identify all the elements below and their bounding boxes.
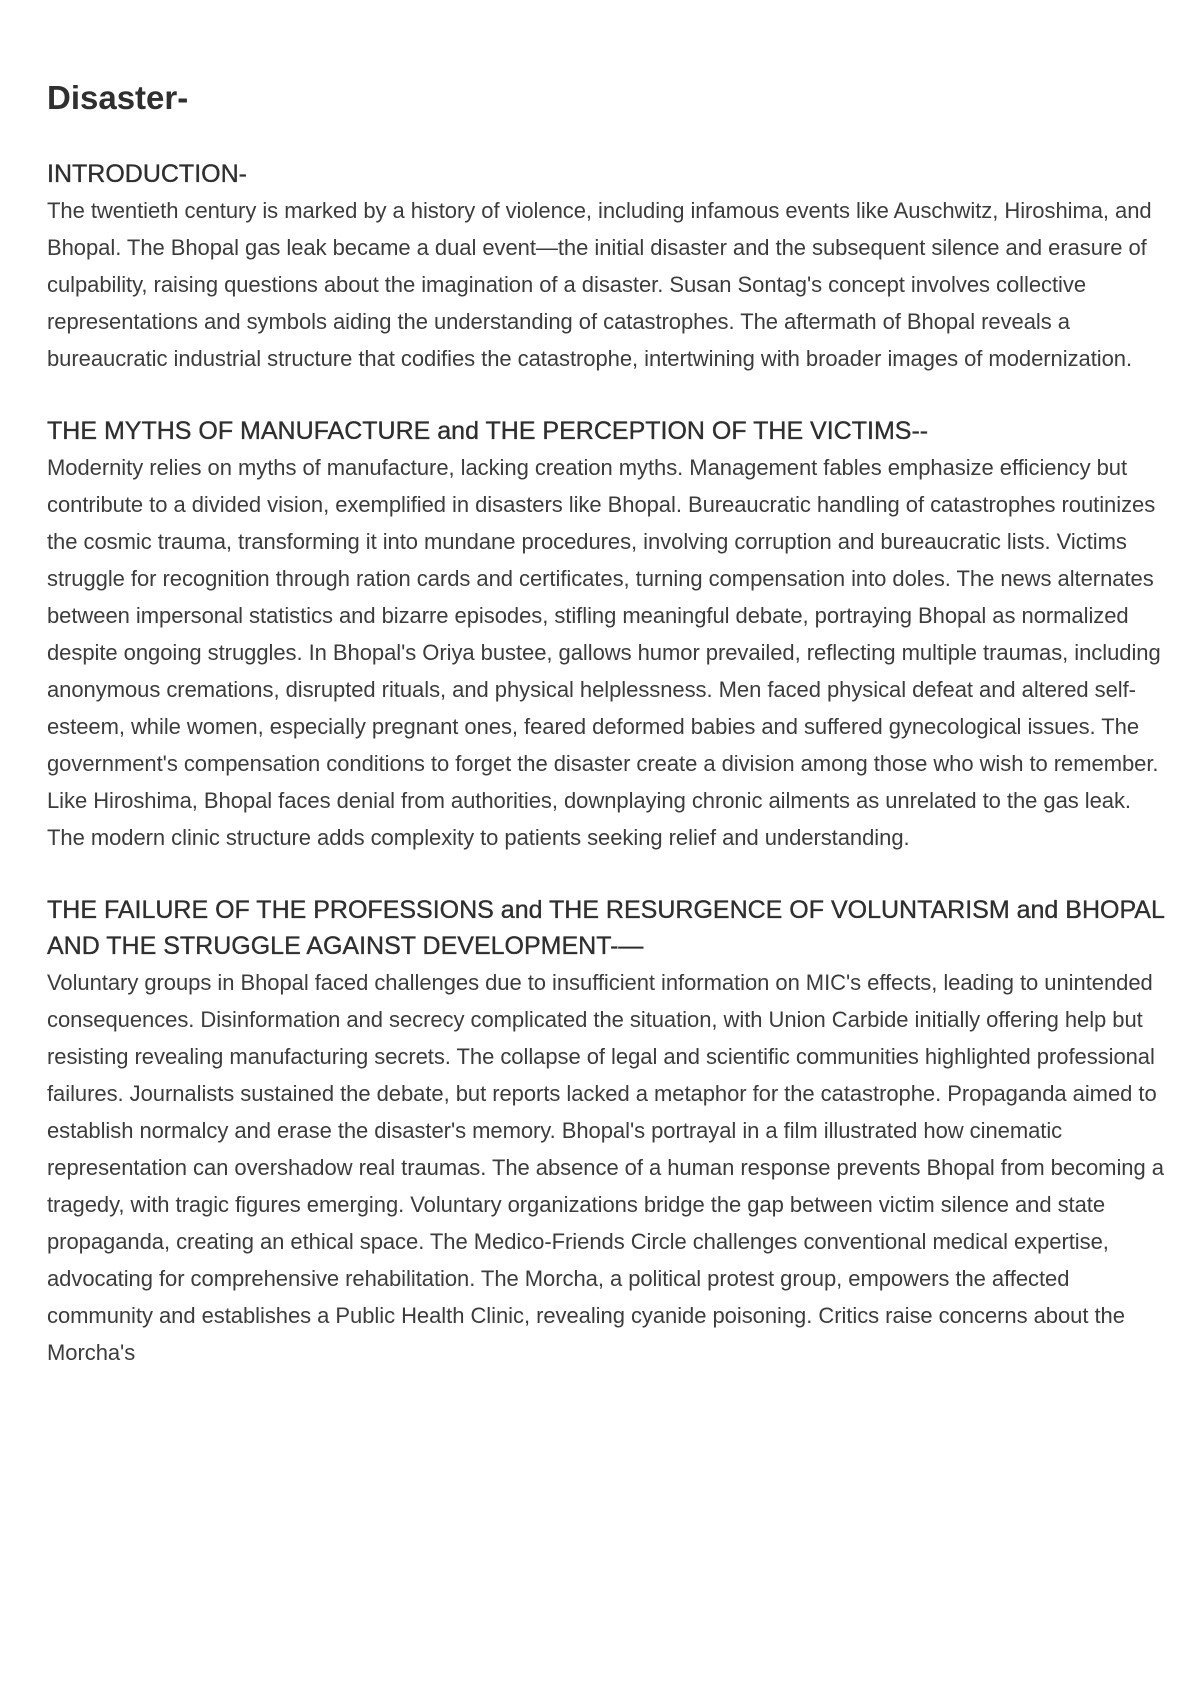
document-page xyxy=(47,78,1165,1407)
section-heading: THE MYTHS OF MANUFACTURE and THE PERCEPTION OF THE VICTIMS-- xyxy=(47,416,929,445)
section-body: Modernity relies on myths of manufacture, lacking creation myths. Management fables emphasize efficiency but contribute to a divided vision, exemplified in disasters like Bhopal. Bureaucratic handling of catastrophes routinizes the cosmic trauma, transforming it into mundane procedures, involving corruption and bureaucratic lists. Victims struggle for recognition through ration cards and certificates, turning compensation into doles. The news alternates between impersonal statistics and bizarre episodes, stifling meaningful debate, portraying Bhopal as normalized despite ongoing struggles. In Bhopal's Oriya bustee, gallows humor prevailed, reflecting multiple traumas, including anonymous cremations, disrupted rituals, and physical helplessness. Men faced physical defeat and altered self-esteem, while women, especially pregnant ones, feared deformed babies and suffered gynecological issues. The government's compensation conditions to forget the disaster create a division among those who wish to remember. Like Hiroshima, Bhopal faces denial from authorities, downplaying chronic ailments as unrelated to the gas leak. The modern clinic structure adds complexity to patients seeking relief and understanding. xyxy=(47,454,1161,850)
section-introduction xyxy=(47,156,1165,377)
section-body: Voluntary groups in Bhopal faced challenges due to insufficient information on MIC's effects, leading to unintended consequences. Disinformation and secrecy complicated the situation, with Union Carbide initially offering help but resisting revealing manufacturing secrets. The collapse of legal and scientific communities highlighted professional failures. Journalists sustained the debate, but reports lacked a metaphor for the catastrophe. Propaganda aimed to establish normalcy and erase the disaster's memory. Bhopal's portrayal in a film illustrated how cinematic representation can overshadow real traumas. The absence of a human response prevents Bhopal from becoming a tragedy, with tragic figures emerging. Voluntary organizations bridge the gap between victim silence and state propaganda, creating an ethical space. The Medico-Friends Circle challenges conventional medical expertise, advocating for comprehensive rehabilitation. The Morcha, a political protest group, empowers the affected community and establishes a Public Health Clinic, revealing cyanide poisoning. Critics raise concerns about the Morcha's xyxy=(47,969,1164,1365)
section-body: The twentieth century is marked by a history of violence, including infamous events like Auschwitz, Hiroshima, and Bhopal. The Bhopal gas leak became a dual event—the initial disaster and the subsequent silence and erasure of culpability, raising questions about the imagination of a disaster. Susan Sontag's concept involves collective representations and symbols aiding the understanding of catastrophes. The aftermath of Bhopal reveals a bureaucratic industrial structure that codifies the catastrophe, intertwining with broader images of modernization. xyxy=(47,197,1152,371)
section-myths-of-manufacture xyxy=(47,413,1165,856)
document-title: Disaster- xyxy=(47,79,189,116)
section-heading: INTRODUCTION- xyxy=(47,159,247,188)
section-heading: THE FAILURE OF THE PROFESSIONS and THE RESURGENCE OF VOLUNTARISM and BHOPAL AND THE STRUGGLE AGAINST DEVELOPMENT-— xyxy=(47,895,1164,960)
section-failure-of-professions xyxy=(47,892,1165,1371)
